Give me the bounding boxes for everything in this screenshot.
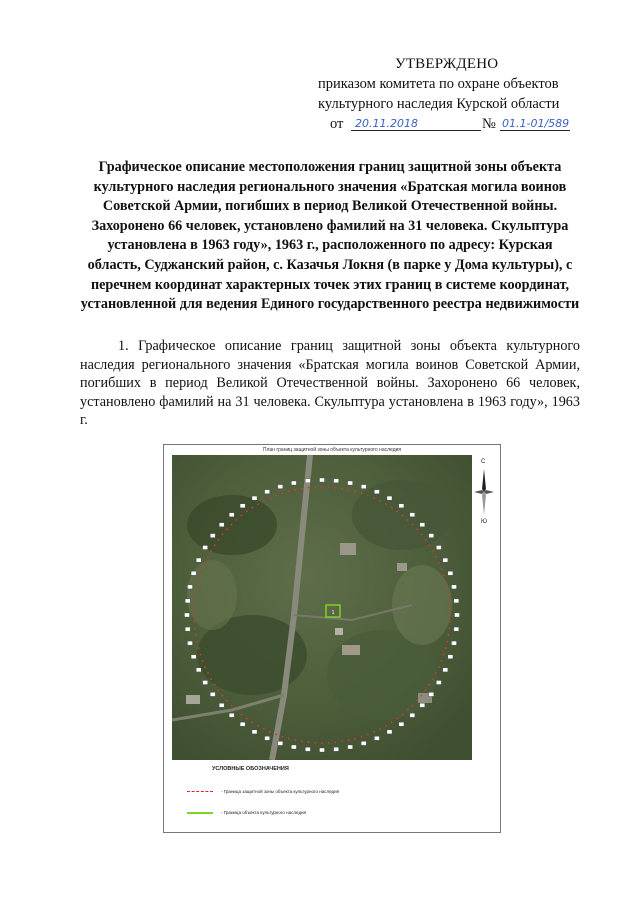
boundary-point: [231, 705, 233, 707]
boundary-point: [438, 666, 440, 668]
boundary-point: [295, 739, 297, 741]
section-1-paragraph: 1. Графическое описание границ защитной зоны объекта культурного наследия регионального значения «Братская могила воинов Советской Армии, погибших в период Великой Отечественной войны. Захоронено 66 человек, установлено фамилий на 31 человека. Скульптура установлена в 1963 году», 1963 г.: [80, 338, 580, 428]
building: [340, 543, 356, 555]
boundary-point: [432, 678, 434, 680]
boundary-point: [257, 725, 259, 727]
boundary-point: [391, 721, 393, 723]
boundary-point-marker: [305, 479, 310, 483]
boundary-point-marker: [219, 703, 224, 707]
boundary-point: [438, 562, 440, 564]
boundary-point: [391, 507, 393, 509]
boundary-point: [407, 709, 409, 711]
map-title: План границ защитной зоны объекта культурного наследия: [262, 447, 402, 453]
boundary-point-marker: [196, 668, 201, 672]
boundary-point: [199, 654, 201, 656]
boundary-point: [193, 614, 195, 616]
boundary-point-marker: [374, 490, 379, 494]
boundary-point: [251, 507, 253, 509]
boundary-point-marker: [399, 504, 404, 508]
boundary-point: [443, 654, 445, 656]
boundary-point: [263, 728, 265, 730]
boundary-point: [193, 621, 195, 623]
approval-date-row: [300, 114, 600, 134]
boundary-point: [328, 486, 330, 488]
boundary-point: [196, 641, 198, 643]
date-prefix: от: [330, 116, 344, 132]
boundary-point-marker: [320, 478, 325, 482]
boundary-point-marker: [374, 736, 379, 740]
boundary-point: [295, 489, 297, 491]
boundary-point: [348, 489, 350, 491]
compass-rose: [472, 459, 496, 529]
boundary-point: [236, 519, 238, 521]
boundary-point: [263, 500, 265, 502]
boundary-point: [428, 684, 430, 686]
boundary-point: [214, 684, 216, 686]
boundary-point: [412, 705, 414, 707]
boundary-point: [194, 628, 196, 630]
boundary-point: [421, 695, 423, 697]
boundary-point: [354, 738, 356, 740]
compass-south: Ю: [481, 519, 488, 525]
boundary-point: [301, 488, 303, 490]
boundary-point: [275, 495, 277, 497]
boundary-point-marker: [203, 546, 208, 550]
boundary-point: [425, 689, 427, 691]
boundary-point: [218, 689, 220, 691]
boundary-point: [202, 568, 204, 570]
boundary-point: [428, 544, 430, 546]
boundary-point-marker: [320, 748, 325, 752]
boundary-point: [402, 714, 404, 716]
boundary-point-marker: [188, 585, 193, 589]
legend-item: [187, 789, 339, 794]
map-frame: [163, 444, 501, 833]
boundary-point-marker: [361, 485, 366, 489]
boundary-point: [361, 736, 363, 738]
boundary-point: [441, 568, 443, 570]
boundary-point-marker: [443, 668, 448, 672]
boundary-point: [210, 550, 212, 552]
number-field: [500, 114, 570, 131]
boundary-point: [421, 534, 423, 536]
boundary-point: [435, 672, 437, 674]
boundary-point-marker: [278, 741, 283, 745]
boundary-point-marker: [265, 736, 270, 740]
approval-block: [300, 54, 600, 134]
boundary-point: [241, 714, 243, 716]
boundary-point: [231, 524, 233, 526]
boundary-point-marker: [305, 747, 310, 751]
boundary-point: [226, 529, 228, 531]
boundary-point: [207, 556, 209, 558]
boundary-point-marker: [210, 692, 215, 696]
boundary-point: [282, 492, 284, 494]
boundary-point: [226, 700, 228, 702]
map-legend: [172, 762, 492, 826]
boundary-point: [314, 486, 316, 488]
boundary-point: [269, 497, 271, 499]
boundary-point: [361, 492, 363, 494]
boundary-point-marker: [291, 745, 296, 749]
boundary-point: [446, 641, 448, 643]
boundary-point: [448, 601, 450, 603]
compass-north: С: [481, 459, 486, 465]
date-value: 20.11.2018: [355, 117, 418, 130]
boundary-point: [314, 742, 316, 744]
boundary-point: [385, 503, 387, 505]
boundary-point: [416, 529, 418, 531]
document-heading: Графическое описание местоположения границ защитной зоны объекта культурного наследия регионального значения «Братская могила воинов Советской Армии, погибших в период Великой Отечественной войны. Захоронено 66 человек, установлено фамилий на 31 человека. Скульптура установлена в 1963 году», 1963 г., расположенного по адресу: Курская область, Суджанский район, с. Казачья Локня (в парке у Дома культуры), с перечнем координат характерных точек этих границ в системе координат, установленной для ведения Единого государственного реестра недвижимости: [80, 159, 580, 313]
boundary-point: [341, 488, 343, 490]
date-field: [351, 114, 481, 131]
legend-label: - Граница защитной зоны объекта культурного наследия: [221, 789, 340, 794]
number-prefix: №: [482, 116, 496, 132]
boundary-point: [210, 678, 212, 680]
boundary-point-marker: [455, 613, 460, 617]
legend-label: - Граница объекта культурного наследия: [221, 810, 307, 815]
boundary-point-marker: [229, 513, 234, 517]
boundary-point: [373, 497, 375, 499]
boundary-point-marker: [454, 599, 459, 603]
boundary-point-marker: [429, 692, 434, 696]
boundary-point: [354, 491, 356, 493]
compass-star-icon: [472, 467, 496, 517]
boundary-point: [335, 487, 337, 489]
boundary-point: [236, 709, 238, 711]
building: [397, 563, 407, 571]
boundary-point-marker: [420, 523, 425, 527]
boundary-point-marker: [436, 681, 441, 685]
boundary-point-marker: [410, 713, 415, 717]
boundary-point-marker: [420, 703, 425, 707]
boundary-point-marker: [399, 722, 404, 726]
boundary-point: [202, 660, 204, 662]
boundary-point: [218, 539, 220, 541]
boundary-point: [446, 588, 448, 590]
boundary-point: [214, 544, 216, 546]
boundary-point: [448, 628, 450, 630]
building: [186, 695, 200, 704]
boundary-point-marker: [448, 655, 453, 659]
boundary-point-marker: [348, 745, 353, 749]
boundary-point-marker: [210, 534, 215, 538]
boundary-point-marker: [387, 730, 392, 734]
boundary-point: [198, 647, 200, 649]
approval-line-2: культурного наследия Курской области: [318, 96, 560, 112]
boundary-point-marker: [185, 599, 190, 603]
boundary-point-marker: [240, 504, 245, 508]
boundary-point: [308, 741, 310, 743]
boundary-point: [257, 503, 259, 505]
boundary-point-marker: [348, 481, 353, 485]
boundary-point-marker: [229, 713, 234, 717]
boundary-point: [435, 556, 437, 558]
field-patch: [392, 565, 452, 645]
boundary-point: [269, 731, 271, 733]
boundary-point: [449, 614, 451, 616]
building: [335, 628, 343, 635]
boundary-point: [194, 601, 196, 603]
boundary-point-marker: [191, 655, 196, 659]
boundary-point-marker: [443, 558, 448, 562]
boundary-point: [416, 700, 418, 702]
boundary-point-marker: [185, 627, 190, 631]
legend-title: УСЛОВНЫЕ ОБОЗНАЧЕНИЯ: [212, 766, 289, 772]
boundary-point: [396, 718, 398, 720]
boundary-point-marker: [387, 496, 392, 500]
boundary-point: [385, 725, 387, 727]
boundary-point-marker: [291, 481, 296, 485]
boundary-point-marker: [240, 722, 245, 726]
boundary-point-marker: [452, 641, 457, 645]
approval-title: УТВЕРЖДЕНО: [395, 56, 499, 72]
boundary-point: [407, 519, 409, 521]
boundary-point: [379, 500, 381, 502]
boundary-point: [288, 491, 290, 493]
boundary-point: [198, 581, 200, 583]
boundary-point: [328, 742, 330, 744]
field-patch: [187, 560, 237, 630]
boundary-point-marker: [203, 681, 208, 685]
object-label: 1: [331, 610, 335, 616]
boundary-point: [373, 731, 375, 733]
boundary-point: [301, 741, 303, 743]
boundary-point: [321, 486, 323, 488]
boundary-point: [222, 534, 224, 536]
boundary-point: [445, 581, 447, 583]
boundary-point: [282, 736, 284, 738]
boundary-point: [288, 738, 290, 740]
boundary-point-marker: [334, 479, 339, 483]
boundary-point: [348, 739, 350, 741]
boundary-point: [204, 666, 206, 668]
boundary-point-marker: [265, 490, 270, 494]
boundary-point: [246, 511, 248, 513]
boundary-point-marker: [361, 741, 366, 745]
boundary-point: [396, 511, 398, 513]
boundary-point: [448, 594, 450, 596]
boundary-point: [402, 515, 404, 517]
boundary-point: [195, 634, 197, 636]
boundary-point: [412, 524, 414, 526]
boundary-point: [341, 741, 343, 743]
boundary-point: [196, 588, 198, 590]
boundary-point: [379, 728, 381, 730]
boundary-point: [449, 607, 451, 609]
number-value: 01.1-01/589: [502, 117, 570, 130]
boundary-point: [443, 575, 445, 577]
boundary-point: [199, 575, 201, 577]
boundary-point-marker: [252, 496, 257, 500]
boundary-point: [445, 647, 447, 649]
boundary-point-marker: [188, 641, 193, 645]
boundary-point: [204, 562, 206, 564]
boundary-point: [367, 495, 369, 497]
boundary-point-marker: [196, 558, 201, 562]
boundary-point: [367, 734, 369, 736]
boundary-point: [448, 634, 450, 636]
boundary-point: [246, 718, 248, 720]
legend-swatch-object: [187, 812, 213, 814]
boundary-point: [222, 695, 224, 697]
building: [342, 645, 360, 655]
boundary-point: [425, 539, 427, 541]
boundary-point: [195, 594, 197, 596]
boundary-point: [241, 515, 243, 517]
boundary-point: [449, 621, 451, 623]
boundary-point: [441, 660, 443, 662]
boundary-point: [308, 487, 310, 489]
boundary-point: [335, 741, 337, 743]
boundary-point: [193, 607, 195, 609]
boundary-point-marker: [191, 571, 196, 575]
boundary-point: [251, 721, 253, 723]
boundary-point-marker: [448, 571, 453, 575]
boundary-point-marker: [410, 513, 415, 517]
boundary-point-marker: [436, 546, 441, 550]
satellite-map: [172, 455, 472, 760]
boundary-point-marker: [252, 730, 257, 734]
boundary-point-marker: [454, 627, 459, 631]
boundary-point-marker: [185, 613, 190, 617]
legend-item: [187, 810, 306, 815]
boundary-point-marker: [452, 585, 457, 589]
boundary-point-marker: [219, 523, 224, 527]
boundary-point-marker: [334, 747, 339, 751]
boundary-point-marker: [278, 485, 283, 489]
boundary-point: [321, 742, 323, 744]
approval-line-1: приказом комитета по охране объектов: [318, 76, 559, 92]
boundary-point: [275, 734, 277, 736]
boundary-point: [432, 550, 434, 552]
boundary-point: [207, 672, 209, 674]
boundary-point-marker: [429, 534, 434, 538]
legend-swatch-protective-zone: [187, 791, 213, 792]
